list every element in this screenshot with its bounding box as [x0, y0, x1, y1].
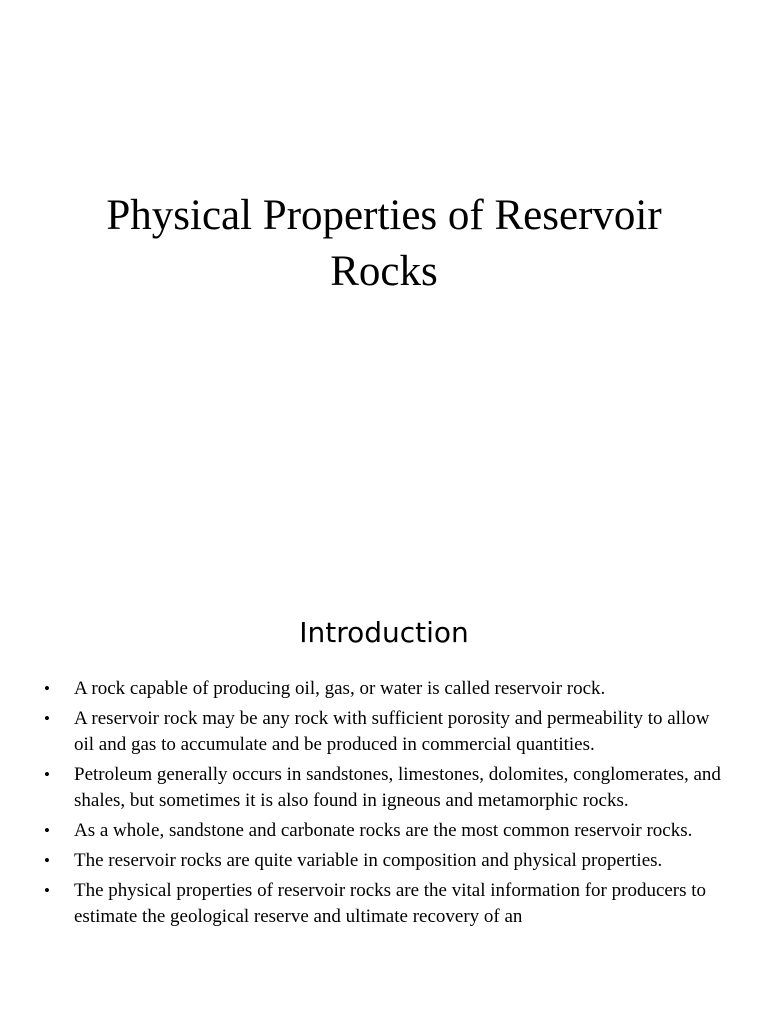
presentation-title-line-2: Rocks — [330, 248, 438, 295]
bullet-item — [44, 706, 728, 758]
bullet-marker: • — [44, 851, 50, 870]
bullet-item — [44, 848, 728, 874]
presentation-title-line-1: Physical Properties of Reservoir — [106, 192, 662, 239]
bullet-marker: • — [44, 821, 50, 840]
bullet-text: As a whole, sandstone and carbonate rocks are the most common reservoir rocks. — [74, 820, 693, 841]
bullet-text: The reservoir rocks are quite variable in composition and physical properties. — [74, 850, 663, 871]
bullet-marker: • — [44, 765, 50, 784]
bullet-text: The physical properties of reservoir rocks are the vital information for producers to estimate the geological reserve and ultimate recovery of an — [74, 880, 707, 927]
bullet-item — [44, 878, 728, 930]
bullet-list — [44, 676, 728, 934]
bullet-item — [44, 676, 728, 702]
presentation-title — [40, 188, 728, 300]
introduction-slide — [0, 576, 768, 1024]
bullet-marker: • — [44, 709, 50, 728]
bullet-item — [44, 762, 728, 814]
slide-title: Introduction — [299, 616, 469, 649]
bullet-text: Petroleum generally occurs in sandstones, limestones, dolomites, conglomerates, and shales, but sometimes it is also found in igneous and metamorphic rocks. — [74, 764, 721, 811]
bullet-marker: • — [44, 679, 50, 698]
bullet-item — [44, 818, 728, 844]
bullet-text: A rock capable of producing oil, gas, or water is called reservoir rock. — [74, 678, 606, 699]
bullet-marker: • — [44, 881, 50, 900]
bullet-text: A reservoir rock may be any rock with sufficient porosity and permeability to allow oil and gas to accumulate and be produced in commercial quantities. — [74, 708, 710, 755]
